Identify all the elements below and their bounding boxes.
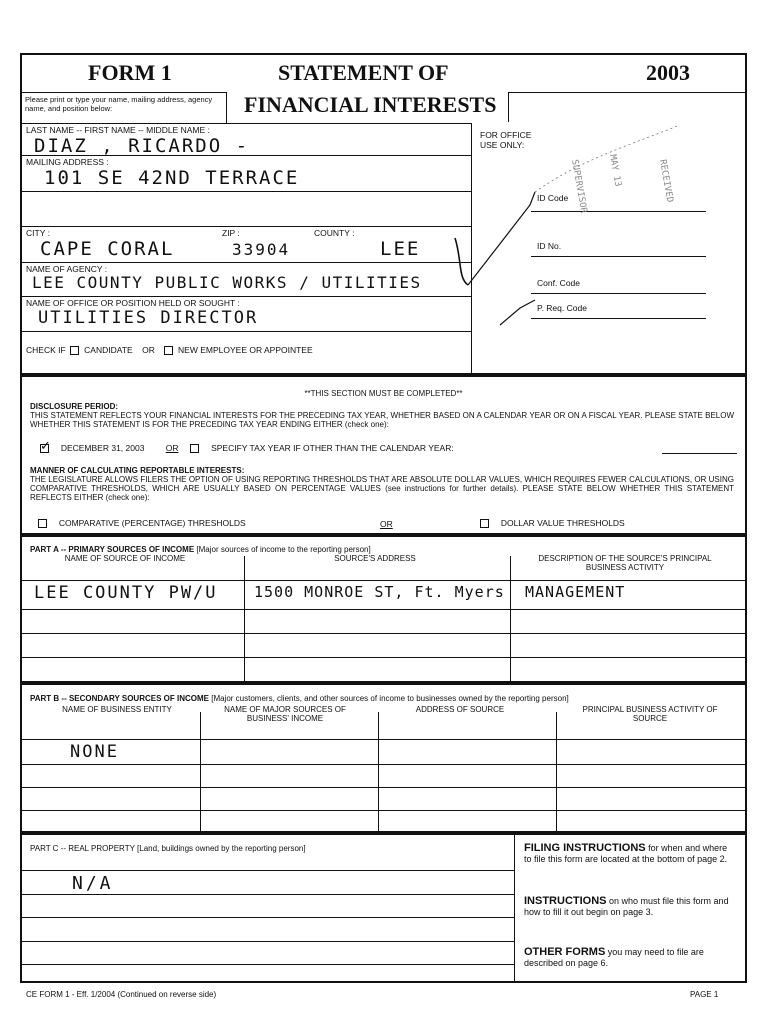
part-a-subtitle: [Major sources of income to the reporting person] [196, 545, 371, 554]
address-value[interactable]: 101 SE 42ND TERRACE [44, 167, 300, 189]
part-a-col2-header: SOURCE'S ADDRESS [334, 554, 416, 563]
county-value[interactable]: LEE [380, 238, 421, 260]
must-complete-note: **THIS SECTION MUST BE COMPLETED** [304, 389, 463, 398]
part-b-col-divider-1 [200, 712, 201, 832]
part-a-col-divider-2 [510, 556, 511, 682]
part-b-col2-header: NAME OF MAJOR SOURCES OF BUSINESS' INCOME [224, 705, 346, 723]
december-checkbox[interactable]: ✓ [40, 438, 51, 454]
part-a-row1-name[interactable]: LEE COUNTY PW/U [34, 583, 218, 603]
dollar-checkbox[interactable] [480, 519, 489, 528]
address-label: MAILING ADDRESS : [26, 157, 109, 167]
position-value[interactable]: UTILITIES DIRECTOR [38, 308, 259, 328]
rule-address2 [21, 226, 471, 227]
form-title-line1: STATEMENT OF [278, 60, 449, 85]
filing-instructions [524, 843, 729, 865]
specify-year-label: SPECIFY TAX YEAR IF OTHER THAN THE CALENDAR YEAR: [211, 443, 454, 453]
part-b-col-divider-3 [556, 712, 557, 832]
check-if-row [26, 345, 313, 355]
manner-title: MANNER OF CALCULATING REPORTABLE INTERESTS: [30, 466, 245, 475]
part-c-rule-2 [21, 894, 514, 895]
rule-city [21, 262, 471, 263]
rule-address [21, 191, 471, 192]
filing-text: for when and where to file this form are located at the bottom of page 2. [524, 843, 728, 864]
position-label: NAME OF OFFICE OR POSITION HELD OR SOUGHT : [26, 298, 240, 308]
city-label: CITY : [26, 228, 50, 238]
id-code-label: ID Code [537, 193, 569, 203]
part-a-row1-activity[interactable]: MANAGEMENT [525, 583, 626, 601]
preq-code-label: P. Req. Code [537, 303, 587, 313]
specify-year-rule [662, 453, 737, 454]
part-b-col4-header: PRINCIPAL BUSINESS ACTIVITY OF SOURCE [582, 705, 718, 723]
part-a-row1-address[interactable]: 1500 MONROE ST, Ft. Myers [254, 583, 505, 601]
received-stamp-scribble [440, 110, 740, 370]
county-label: COUNTY : [314, 228, 355, 238]
part-c-rule-3 [21, 917, 514, 918]
id-no-label: ID No. [537, 241, 562, 251]
part-c-divider [514, 834, 515, 982]
december-label: DECEMBER 31, 2003 [60, 443, 145, 453]
manner-text: THE LEGISLATURE ALLOWS FILERS THE OPTION OF USING REPORTING THRESHOLDS THAT ARE ABSOLUTE DOLLAR VALUES, WHICH REQUIRES FEWER CALCULATIONS, OR USING COMPARATIVE THRESHOLDS, WHICH ARE USUALLY BASED ON PERCENTAGE VALUES (see instructions for further details). PLEASE STATE BELOW WHETHER THIS STATEMENT REFLECTS EITHER (check one): [30, 475, 734, 502]
rule-position [21, 331, 471, 332]
footer-page: PAGE 1 [690, 990, 719, 999]
conf-code-label: Conf. Code [537, 278, 580, 288]
period-or-label: OR [165, 443, 179, 453]
how-to-instructions [524, 896, 729, 918]
candidate-checkbox[interactable] [70, 346, 79, 355]
part-b-rule-3 [21, 787, 746, 788]
new-employee-checkbox[interactable] [164, 346, 173, 355]
filing-title: FILING INSTRUCTIONS [524, 842, 646, 854]
part-b-title: PART B -- SECONDARY SOURCES OF INCOME [30, 694, 209, 703]
comparative-checkbox[interactable] [38, 519, 47, 528]
other-forms-title: OTHER FORMS [524, 946, 606, 958]
part-c-rule-1 [21, 870, 514, 871]
office-use-label: FOR OFFICE USE ONLY: [480, 130, 532, 150]
comparative-label: COMPARATIVE (PERCENTAGE) THRESHOLDS [58, 518, 246, 528]
disclosure-period-title: DISCLOSURE PERIOD: [30, 402, 119, 411]
agency-value[interactable]: LEE COUNTY PUBLIC WORKS / UTILITIES [32, 273, 422, 292]
part-c-row1-value[interactable]: N/A [72, 873, 114, 894]
part-c-title: PART C -- REAL PROPERTY [30, 844, 135, 853]
part-b-title-row [30, 694, 569, 703]
svg-text:SUPERVISOR: SUPERVISOR [569, 158, 589, 214]
candidate-label: CANDIDATE [84, 345, 133, 355]
part-a-title: PART A -- PRIMARY SOURCES OF INCOME [30, 545, 195, 554]
part-b-subtitle: [Major customers, clients, and other sources of income to businesses owned by the reporting person] [211, 694, 569, 703]
zip-label: ZIP : [222, 228, 240, 238]
part-c-rule-5 [21, 964, 514, 965]
part-b-col-divider-2 [378, 712, 379, 832]
disclosure-section [20, 375, 747, 535]
svg-text:MAY 13: MAY 13 [607, 153, 623, 188]
check-if-label: CHECK IF [26, 345, 66, 355]
dollar-choice-row [480, 518, 625, 528]
other-forms [524, 947, 729, 969]
form-title-line2: FINANCIAL INTERESTS [244, 92, 497, 117]
or-label: OR [142, 345, 155, 355]
instructions-text: on who must file this form and how to fill it out begin on page 3. [524, 896, 729, 917]
part-a-col3-header: DESCRIPTION OF THE SOURCE'S PRINCIPAL BUSINESS ACTIVITY [538, 554, 712, 572]
part-a-rule-2 [21, 609, 746, 610]
other-forms-text: you may need to file are described on page 6. [524, 947, 704, 968]
part-a-header-rule [21, 580, 746, 581]
rule-below-title [21, 123, 471, 124]
part-b-rule-2 [21, 764, 746, 765]
part-a-col-divider-1 [244, 556, 245, 682]
zip-value[interactable]: 33904 [232, 240, 291, 259]
form-year: 2003 [646, 60, 690, 85]
part-b-rule-4 [21, 810, 746, 811]
title-top-rule-right [538, 92, 746, 93]
city-value[interactable]: CAPE CORAL [40, 238, 175, 260]
part-a-rule-3 [21, 633, 746, 634]
specify-year-checkbox[interactable] [190, 444, 199, 453]
part-a-col1-header: NAME OF SOURCE OF INCOME [64, 554, 186, 563]
part-a-title-row [30, 545, 371, 554]
part-b-header-rule [21, 739, 746, 740]
print-note: Please print or type your name, mailing address, agency name, and position below: [25, 95, 213, 113]
period-choice-row [40, 438, 454, 454]
part-b-col3-header: ADDRESS OF SOURCE [415, 705, 505, 714]
part-b-col1-header: NAME OF BUSINESS ENTITY [62, 705, 172, 714]
part-b-row1-name[interactable]: NONE [70, 742, 119, 762]
agency-label: NAME OF AGENCY : [26, 264, 108, 274]
disclosure-period-text: THIS STATEMENT REFLECTS YOUR FINANCIAL INTERESTS FOR THE PRECEDING TAX YEAR, WHETHER BASED ON A CALENDAR YEAR OR ON A FISCAL YEAR. PLEASE STATE BELOW WHETHER THIS STATEMENT IS FOR THE PRECEDING TAX YEAR ENDING EITHER (check one): [30, 411, 734, 429]
part-c-subtitle: [Land, buildings owned by the reporting person] [137, 844, 306, 853]
svg-text:RECEIVED: RECEIVED [657, 158, 675, 204]
form-number: FORM 1 [88, 60, 172, 85]
instructions-title: INSTRUCTIONS [524, 895, 607, 907]
part-c-rule-4 [21, 941, 514, 942]
rule-agency [21, 296, 471, 297]
threshold-choice-row [38, 518, 246, 528]
part-c-title-row [30, 844, 306, 853]
footer-left: CE FORM 1 - Eff. 1/2004 (Continued on reverse side) [26, 990, 217, 999]
part-a-rule-4 [21, 657, 746, 658]
new-employee-label: NEW EMPLOYEE OR APPOINTEE [178, 345, 313, 355]
threshold-or-label: OR [380, 519, 393, 529]
dollar-label: DOLLAR VALUE THRESHOLDS [500, 518, 625, 528]
name-value[interactable]: DIAZ , RICARDO - [34, 135, 250, 157]
name-label: LAST NAME -- FIRST NAME -- MIDDLE NAME : [26, 125, 210, 135]
